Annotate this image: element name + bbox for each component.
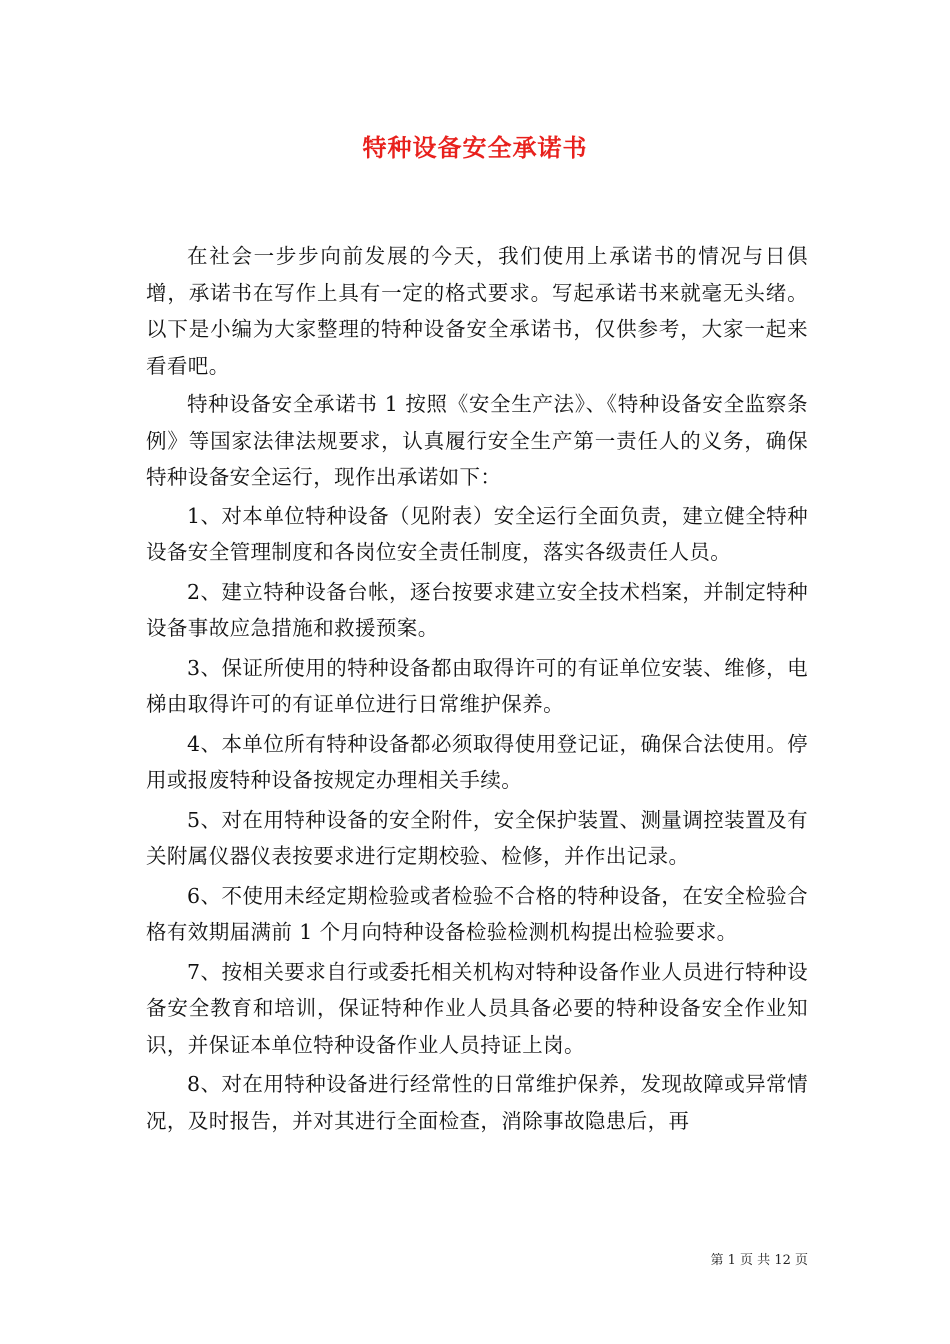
document-body [146,238,808,1142]
commitment-item-2: 2、建立特种设备台帐，逐台按要求建立安全技术档案，并制定特种设备事故应急措施和救援预案。 [146,579,808,640]
commitment-item-4: 4、本单位所有特种设备都必须取得使用登记证，确保合法使用。停用或报废特种设备按规定办理相关手续。 [146,731,808,792]
commitment-item-3: 3、保证所使用的特种设备都由取得许可的有证单位安装、维修，电梯由取得许可的有证单位进行日常维护保养。 [146,655,808,716]
document-title: 特种设备安全承诺书 [362,133,588,162]
commitment-item-6: 6、不使用未经定期检验或者检验不合格的特种设备，在安全检验合格有效期届满前 1 个月向特种设备检验检测机构提出检验要求。 [146,883,808,944]
intro-paragraph: 在社会一步步向前发展的今天，我们使用上承诺书的情况与日俱增，承诺书在写作上具有一定的格式要求。写起承诺书来就毫无头绪。以下是小编为大家整理的特种设备安全承诺书，仅供参考，大家一起来看看吧。 [146,244,808,378]
commitment-item-8: 8、对在用特种设备进行经常性的日常维护保养，发现故障或异常情况，及时报告，并对其进行全面检查，消除事故隐患后，再 [146,1072,808,1133]
commitment-item-7: 7、按相关要求自行或委托相关机构对特种设备作业人员进行特种设备安全教育和培训，保证特种作业人员具备必要的特种设备安全作业知识，并保证本单位特种设备作业人员持证上岗。 [146,959,808,1057]
page-number-footer: 第 1 页 共 12 页 [710,1253,808,1268]
commitment-item-5: 5、对在用特种设备的安全附件，安全保护装置、测量调控装置及有关附属仪器仪表按要求进行定期校验、检修，并作出记录。 [146,807,808,868]
commitment-item-1: 1、对本单位特种设备（见附表）安全运行全面负责，建立健全特种设备安全管理制度和各岗位安全责任制度，落实各级责任人员。 [146,503,808,564]
commitment-intro-paragraph: 特种设备安全承诺书 1 按照《安全生产法》、《特种设备安全监察条例》等国家法律法规要求，认真履行安全生产第一责任人的义务，确保特种设备安全运行，现作出承诺如下： [146,392,808,489]
